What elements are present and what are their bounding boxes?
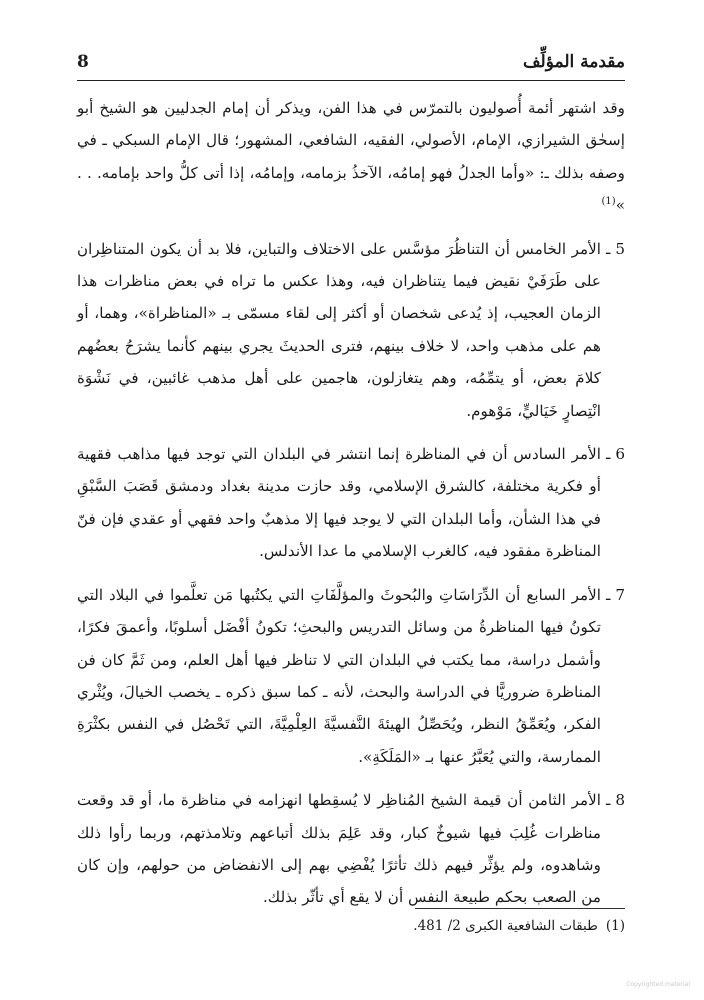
body-text	[77, 92, 625, 925]
watermark: Copyrighted material	[626, 981, 690, 988]
footnote-divider	[415, 908, 625, 909]
footnote-reference: (1)	[601, 196, 616, 208]
item-text: الأمر الثامن أن قيمة الشيخ المُناظِر لا يُسقِطها انهزامه في مناظرة ما، أو قد وقعت مناظرات غُلِبَ فيها شيوخٌ كبار، وقد عَلِمَ بذلك أتباعهم وتلامذتهم، وربما رأوا ذلك وشاهدوه، ولم يؤثِّر فيهم ذلك تأثرًا يُفْضِي بهم إلى الانفضاض من حولهم، وإن كان من الصعب بحكم طبيعة النفس أن لا يقع أي تأثّر بذلك.	[77, 791, 601, 907]
numbered-item-6	[77, 438, 625, 568]
item-text: الأمر الخامس أن التناظُرَ مؤسَّس على الاختلاف والتباين، فلا بد أن يكون المتناظِران على طَرَفَيْ نقيض فيما يتناظران فيه، وهذا عكس ما تراه في بعض مناظرات هذا الزمان العجيب، إذ يُدعى شخصان أو أكثر إلى لقاء مسمّى بـ «المناظراة»، وهما، أو هم على مذهب واحد، لا خلاف بينهم، فترى الحديثَ يجري بينهم كأنما يشرَحُ بعضُهم كلامَ بعض، أو يتمِّمُه، وهم يتغازلون، هاجمين على أهل مذهب غائبين، في نَشْوَة انْتِصارٍ خَيَاليٍّ، مَوْهوم.	[77, 239, 601, 420]
running-title: مقدمة المؤلِّف	[522, 52, 625, 72]
item-number: 6 ـ	[606, 445, 625, 464]
item-number: 8 ـ	[606, 791, 625, 810]
page-number: 8	[77, 52, 89, 72]
numbered-item-5	[77, 233, 625, 427]
footnote-text: طبقات الشافعية الكبرى 2/ 481.	[413, 918, 598, 934]
footnote	[77, 915, 625, 937]
header-divider	[77, 80, 625, 81]
footnote-number: (1)	[605, 918, 625, 934]
item-text: الأمر السادس أن في المناظرة إنما انتشر في البلدان التي توجد فيها مذاهب فقهية أو فكرية مختلفة، كالشرق الإسلامي، وقد حازت مدينة بغداد ودمشق قَصَبَ السَّبْقِ في هذا الشأن، وأما البلدان التي لا يوجد فيها إلا مذهبٌ واحد فقهي أو عقدي فإن فنّ المناظرة مفقود فيه، كالغرب الإسلامي ما عدا الأندلس.	[77, 445, 601, 561]
intro-paragraph	[77, 92, 625, 222]
running-head	[77, 50, 625, 74]
item-text: الأمر السابع أن الدِّرَاسَاتِ والبُحوثَ والمؤلَّفَاتِ التي يكتُبها مَن تعلَّموا في البلاد التي تكونُ فيها المناظرةُ من وسائل التدريس والبحثِ؛ تكونُ أفْضَل أسلوبًا، وأعمقَ فكرًا، وأشمل دراسة، مما يكتب في البلدان التي لا تناظر فيها أهل العلم، ومن ثَمَّ كان فن المناظرة ضروريًّا في الدراسة والبحث، لأنه ـ كما سبق ذكره ـ يخصب الخيالَ، ويُثْري الفكر، ويُعَمِّقُ النظر، ويُحَصِّلُ الهيئةَ النَّفسيَّةَ العِلْمِيَّةَ، التي تَحْصُل في النفس بكثْرَةِ الممارسة، والتي يُعَبَّرُ عنها بـ «المَلَكَةِ».	[77, 585, 601, 766]
item-number: 5 ـ	[606, 239, 625, 258]
intro-paragraph-text: وقد اشتهر أئمة أُصوليون بالتمرّس في هذا الفن، ويذكر أن إمام الجدليين هو الشيخ أبو إسحٰق الشيرازي، الإمام، الأصولي، الفقيه، الشافعي، المشهور؛ قال الإمام السبكي ـ في وصفه بذلك ـ: «وأما الجدلُ فهو إمامُه، الآخذُ بزمامه، وإمامُه، إذا أتى كلُّ واحد بإمامه. . . »	[77, 99, 625, 215]
item-number: 7 ـ	[606, 585, 625, 604]
numbered-item-7	[77, 579, 625, 773]
numbered-item-8	[77, 784, 625, 914]
